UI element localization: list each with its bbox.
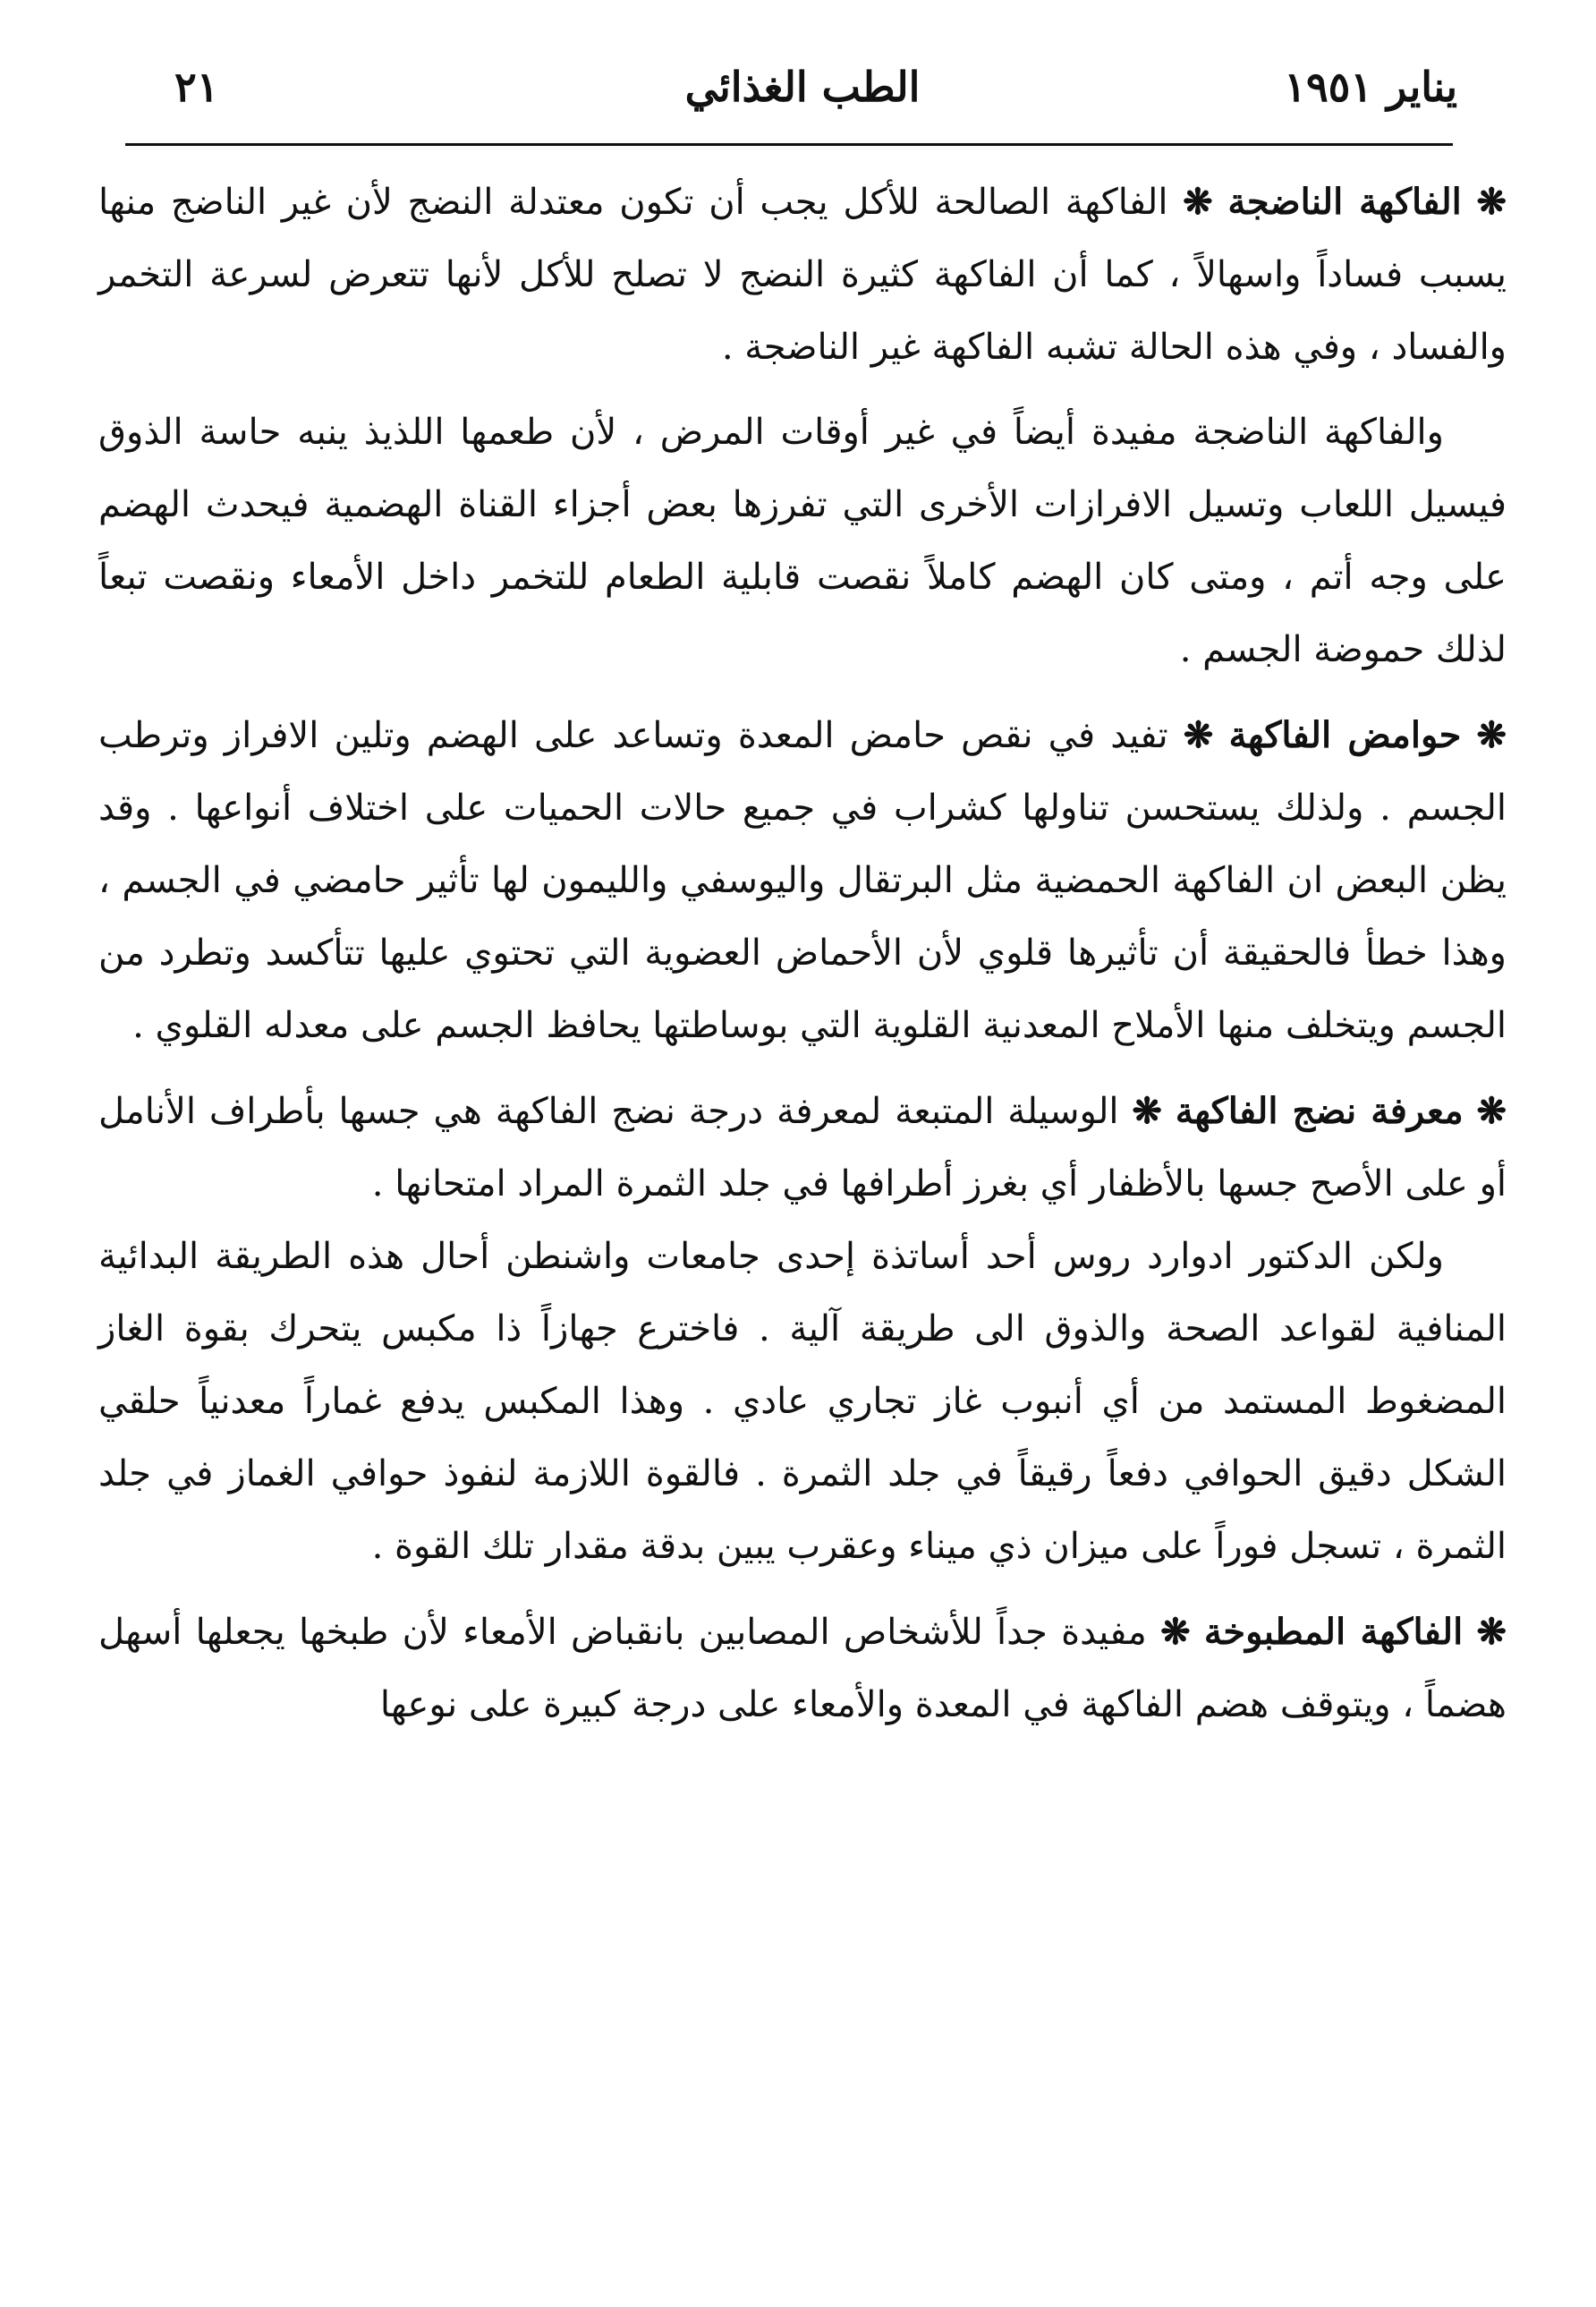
section-heading: معرفة نضج الفاكهة <box>1175 1090 1464 1132</box>
paragraph-text: ولكن الدكتور ادوارد روس أحد أساتذة إحدى جامعات واشنطن أحال هذه الطريقة البدائية المنافية لقواعد الصحة والذوق الى طريقة آلية . فاخترع جهازاً ذا مكبس يتحرك بقوة الغاز المضغوط المستمد من أي أنبوب غاز تجاري عادي . وهذا المكبس يدفع غماراً معدنياً حلقي الشكل دقيق الحوافي دفعاً رقيقاً في جلد الثمرة . فالقوة اللازمة لنفوذ حوافي الغماز في جلد الثمرة ، تسجل فوراً على ميزان ذي ميناء وعقرب يبين بدقة مقدار تلك القوة . <box>98 1236 1507 1567</box>
section-start-ornament: ❋ <box>1476 714 1507 756</box>
paragraph-text: مفيدة جداً للأشخاص المصابين بانقباض الأمعاء لأن طبخها يجعلها أسهل هضماً ، ويتوقف هضم الفاكهة في المعدة والأمعاء على درجة كبيرة على نوعها <box>98 1612 1507 1725</box>
paragraph-ripe-fruit <box>98 166 1507 384</box>
section-start-ornament: ❋ <box>1476 1611 1507 1653</box>
running-header <box>98 63 1507 143</box>
paragraph-ripeness-test <box>98 1075 1507 1221</box>
paragraph-ripe-fruit-benefits <box>98 396 1507 686</box>
header-title: الطب الغذائي <box>684 63 921 111</box>
section-end-ornament: ❋ <box>1183 714 1214 756</box>
paragraph-fruit-acids <box>98 699 1507 1062</box>
section-end-ornament: ❋ <box>1132 1090 1162 1132</box>
section-end-ornament: ❋ <box>1160 1611 1191 1653</box>
paragraph-text: الفاكهة الصالحة للأكل يجب أن تكون معتدلة النضج لأن غير الناضج منها يسبب فساداً واسهالاً ، كما أن الفاكهة كثيرة النضج لا تصلح للأكل لأنها تتعرض لسرعة التخمر والفساد ، وفي هذه الحالة تشبه الفاكهة غير الناضجة . <box>98 182 1507 368</box>
paragraph-text: والفاكهة الناضجة مفيدة أيضاً في غير أوقات المرض ، لأن طعمها اللذيذ ينبه حاسة الذوق فيسيل اللعاب وتسيل الافرازات الأخرى التي تفرزها بعض أجزاء القناة الهضمية فيحدث الهضم على وجه أتم ، ومتى كان الهضم كاملاً نقصت قابلية الطعام للتخمر داخل الأمعاء ونقصت تبعاً لذلك حموضة الجسم . <box>98 412 1507 670</box>
header-rule <box>125 143 1453 146</box>
section-start-ornament: ❋ <box>1476 181 1507 223</box>
paragraph-text: تفيد في نقص حامض المعدة وتساعد على الهضم وتلين الافراز وترطب الجسم . ولذلك يستحسن تناولها كشراب في جميع حالات الحميات على اختلاف أنواعها . وقد يظن البعض ان الفاكهة الحمضية مثل البرتقال واليوسفي والليمون لها تأثير حامضي في الجسم ، وهذا خطأ فالحقيقة أن تأثيرها قلوي لأن الأحماض العضوية التي تحتوي عليها تتأكسد وتطرد من الجسم ويتخلف منها الأملاح المعدنية القلوية التي بوساطتها يحافظ الجسم على معدله القلوي . <box>98 715 1507 1046</box>
article-body <box>98 166 1507 1741</box>
header-date: يناير ١٩٥١ <box>1284 63 1457 111</box>
page-number: ٢١ <box>174 63 219 111</box>
section-heading: الفاكهة الناضجة <box>1227 181 1462 223</box>
paragraph-cooked-fruit <box>98 1596 1507 1741</box>
paragraph-text: الوسيلة المتبعة لمعرفة درجة نضج الفاكهة هي جسها بأطراف الأنامل أو على الأصح جسها بالأظفار أي بغرز أطرافها في جلد الثمرة المراد امتحانها . <box>98 1091 1507 1205</box>
section-end-ornament: ❋ <box>1183 181 1213 223</box>
paragraph-ross-device <box>98 1221 1507 1583</box>
section-start-ornament: ❋ <box>1476 1090 1507 1132</box>
section-heading: حوامض الفاكهة <box>1228 714 1462 756</box>
section-heading: الفاكهة المطبوخة <box>1203 1611 1464 1653</box>
